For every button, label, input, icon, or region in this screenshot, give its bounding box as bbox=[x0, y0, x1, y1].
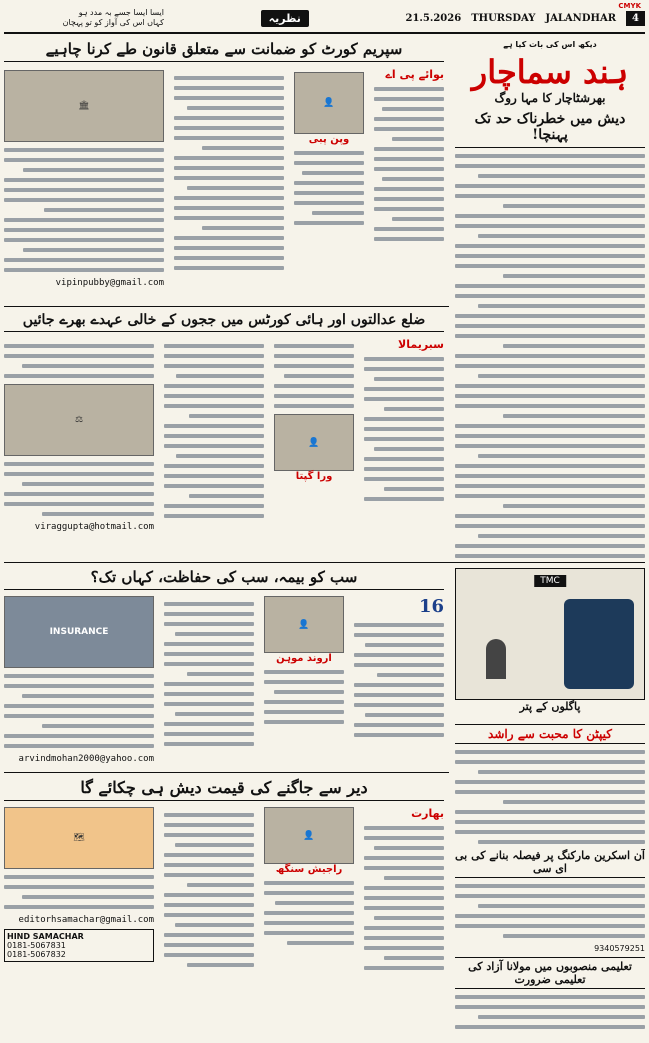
bottom-story-author: راجیش سنگھ bbox=[275, 864, 343, 875]
tagline-left-1: ایسا ایسا جسے بہ مدد ہو bbox=[78, 8, 164, 17]
india-map-image bbox=[4, 807, 154, 869]
mid-story-author-photo bbox=[274, 414, 354, 471]
imprint-box bbox=[4, 929, 154, 962]
insurance-image-label: INSURANCE bbox=[49, 627, 109, 637]
insurance-callout-number: 16 bbox=[418, 596, 444, 617]
editorial-brand: ہند سماچار bbox=[471, 53, 629, 91]
top-story bbox=[4, 40, 444, 305]
phone-2: 9340579251 bbox=[594, 944, 645, 953]
top-story-author-photo bbox=[294, 72, 364, 134]
cartoon-image bbox=[455, 568, 645, 700]
insurance-author-photo bbox=[264, 596, 344, 653]
issue-city: JALANDHAR bbox=[545, 12, 617, 24]
cartoon-label: TMC bbox=[534, 575, 566, 587]
editorial-brand-sub: بھرشٹاچار کا مہا روگ bbox=[494, 91, 606, 105]
insurance-story-headline: سب کو بیمہ، سب کی حفاظت، کہاں تک؟ bbox=[4, 568, 444, 590]
bottom-story-author-photo bbox=[264, 807, 354, 864]
editorial-column bbox=[455, 40, 645, 560]
person-icon: 👤 bbox=[323, 98, 335, 108]
top-story-headline: سپریم کورٹ کو ضمانت سے متعلق قانون طے کرنا چاہیے bbox=[4, 40, 444, 62]
editorial-body bbox=[455, 154, 645, 560]
person-icon: 👤 bbox=[303, 830, 315, 841]
page-content bbox=[4, 34, 645, 1037]
bottom-story-email[interactable]: editorhsamachar@gmail.com bbox=[18, 915, 154, 925]
issue-weekday: THURSDAY bbox=[471, 12, 536, 24]
imprint-phone-1: 0181-5067831 bbox=[7, 941, 66, 950]
mid-story-email[interactable]: viraggupta@hotmail.com bbox=[34, 522, 154, 532]
insurance-story bbox=[4, 568, 444, 768]
top-story-subheading: بوائے پی اے bbox=[385, 68, 444, 81]
person-icon: 👤 bbox=[308, 437, 320, 448]
gavel-photo bbox=[4, 384, 154, 456]
supreme-court-photo bbox=[4, 70, 164, 142]
right-bottom-headline-2: تعلیمی منصوبوں میں مولانا آزاد کی تعلیمی ضرورت bbox=[455, 957, 645, 989]
tagline-right: دیکھ اس کی بات کیا ہے bbox=[503, 40, 597, 49]
mid-story-author: ورا گپتا bbox=[295, 471, 333, 482]
top-story-author: وپن پبی bbox=[308, 134, 350, 145]
mid-story-subheading: سبریمالا bbox=[398, 338, 444, 351]
insurance-email[interactable]: arvindmohan2000@yahoo.com bbox=[18, 754, 154, 764]
mid-story-headline: ضلع عدالتوں اور ہائی کورٹس میں ججوں کے خالی عہدے بھرے جائیں bbox=[4, 312, 444, 332]
imprint-phone-2: 0181-5067832 bbox=[7, 950, 66, 959]
bottom-story-subheading: بھارت bbox=[411, 807, 444, 820]
right-bottom-column bbox=[455, 849, 645, 1034]
imprint-title: HIND SAMACHAR bbox=[7, 932, 84, 941]
header-taglines bbox=[4, 8, 164, 28]
page-number: 4 bbox=[626, 11, 645, 26]
editorial-headline: دیش میں خطرناک حد تک پہنچا! bbox=[455, 111, 645, 148]
letters-box bbox=[455, 724, 645, 844]
cartoon-box bbox=[455, 568, 645, 718]
issue-date: 21.5.2026 bbox=[405, 12, 462, 24]
tagline-left-2: کہاں اس کی آواز کو تو پہچان bbox=[62, 18, 164, 27]
color-mark: CMYK bbox=[618, 2, 641, 10]
person-icon: 👤 bbox=[298, 619, 310, 630]
bottom-story bbox=[4, 778, 444, 1033]
section-badge: نظریہ bbox=[261, 10, 309, 27]
right-bottom-headline-1: آن اسکرین مارکنگ پر فیصلہ بنانے کی بی ای سی bbox=[455, 849, 645, 878]
insurance-author: اروند موہن bbox=[276, 653, 332, 664]
building-icon: 🏛 bbox=[78, 101, 90, 111]
cartoon-caption: پاگلوں کے پتر bbox=[519, 700, 581, 713]
letters-headline: کیپٹن کا محبت سے راشد bbox=[455, 724, 645, 744]
map-icon: 🗺 bbox=[73, 833, 85, 843]
top-story-email[interactable]: vipinpubby@gmail.com bbox=[55, 278, 164, 288]
gavel-icon: ⚖ bbox=[74, 415, 84, 425]
figure-icon bbox=[486, 639, 506, 679]
date-info bbox=[406, 11, 645, 26]
mid-story bbox=[4, 312, 444, 557]
insurance-photo bbox=[4, 596, 154, 668]
bottom-story-headline: دیر سے جاگنے کی قیمت دیش ہی چکائے گا bbox=[4, 778, 444, 801]
page-header bbox=[4, 4, 645, 34]
shoe-icon bbox=[564, 599, 634, 689]
